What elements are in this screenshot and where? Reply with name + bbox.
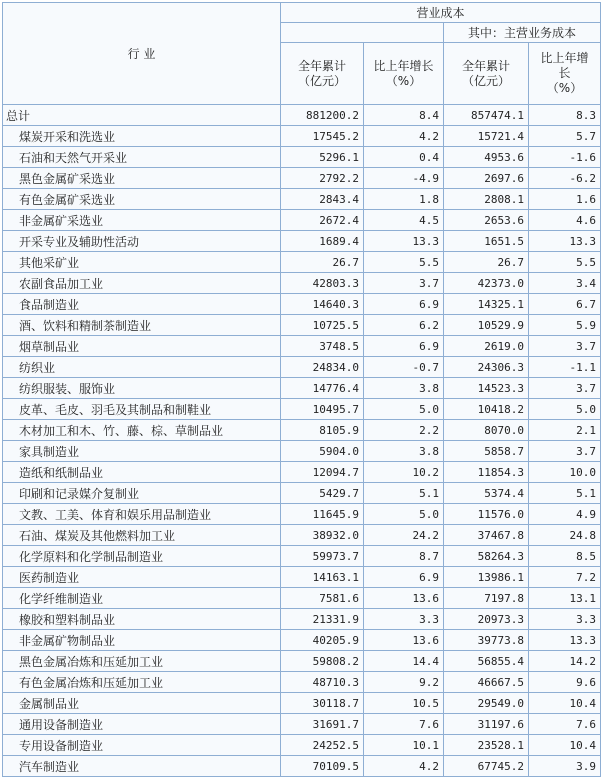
table-row (3, 588, 601, 609)
main-cost-total-cell: 42373.0 (444, 273, 529, 294)
cost-growth-cell: 0.4 (364, 147, 444, 168)
industry-name-cell: 文教、工美、体育和娱乐用品制造业 (3, 504, 281, 525)
header-cost-growth (364, 43, 444, 105)
industry-name-cell: 皮革、毛皮、羽毛及其制品和制鞋业 (3, 399, 281, 420)
cost-total-cell: 24834.0 (281, 357, 364, 378)
cost-growth-cell: -0.7 (364, 357, 444, 378)
main-cost-growth-cell: 3.7 (529, 378, 601, 399)
cost-total-cell: 30118.7 (281, 693, 364, 714)
table-row (3, 693, 601, 714)
main-cost-growth-cell: 4.6 (529, 210, 601, 231)
main-cost-growth-cell: 2.1 (529, 420, 601, 441)
main-cost-growth-cell: 24.8 (529, 525, 601, 546)
cost-total-cell: 70109.5 (281, 756, 364, 777)
main-cost-total-cell: 2619.0 (444, 336, 529, 357)
header-industry: 行 业 (3, 3, 281, 105)
header-operating-cost: 营业成本 (281, 3, 601, 23)
table-header (3, 3, 601, 105)
main-cost-total-cell: 2653.6 (444, 210, 529, 231)
cost-total-cell: 17545.2 (281, 126, 364, 147)
industry-name-cell: 烟草制品业 (3, 336, 281, 357)
cost-growth-cell: 10.2 (364, 462, 444, 483)
main-cost-total-cell: 24306.3 (444, 357, 529, 378)
table-row (3, 336, 601, 357)
industry-name-cell: 食品制造业 (3, 294, 281, 315)
main-cost-growth-cell: 3.9 (529, 756, 601, 777)
table-row (3, 231, 601, 252)
main-cost-growth-cell: -1.1 (529, 357, 601, 378)
main-cost-total-cell: 39773.8 (444, 630, 529, 651)
industry-name-cell: 造纸和纸制品业 (3, 462, 281, 483)
cost-growth-cell: 3.8 (364, 378, 444, 399)
header-main-cost-total (444, 43, 529, 105)
cost-total-cell: 10495.7 (281, 399, 364, 420)
main-cost-total-cell: 8070.0 (444, 420, 529, 441)
main-cost-growth-cell: 5.7 (529, 126, 601, 147)
cost-total-cell: 40205.9 (281, 630, 364, 651)
table-row (3, 147, 601, 168)
main-cost-total-cell: 46667.5 (444, 672, 529, 693)
cost-total-cell: 8105.9 (281, 420, 364, 441)
industry-cost-table (2, 2, 601, 777)
main-cost-growth-cell: 3.4 (529, 273, 601, 294)
main-cost-total-cell: 29549.0 (444, 693, 529, 714)
industry-name-cell: 农副食品加工业 (3, 273, 281, 294)
cost-total-cell: 5429.7 (281, 483, 364, 504)
header-main-cost-total-text: 全年累计 （亿元） (461, 58, 510, 88)
cost-total-cell: 14640.3 (281, 294, 364, 315)
table-row (3, 462, 601, 483)
header-cost-total (281, 43, 364, 105)
main-cost-growth-cell: 3.3 (529, 609, 601, 630)
main-cost-total-cell: 14523.3 (444, 378, 529, 399)
main-cost-total-cell: 37467.8 (444, 525, 529, 546)
cost-growth-cell: 9.2 (364, 672, 444, 693)
table-row (3, 420, 601, 441)
table-row (3, 441, 601, 462)
main-cost-total-cell: 857474.1 (444, 105, 529, 126)
cost-growth-cell: 13.6 (364, 588, 444, 609)
cost-total-cell: 2843.4 (281, 189, 364, 210)
industry-name-cell: 其他采矿业 (3, 252, 281, 273)
table-row (3, 168, 601, 189)
header-main-cost-growth (529, 43, 601, 105)
cost-growth-cell: 4.2 (364, 756, 444, 777)
cost-growth-cell: 8.7 (364, 546, 444, 567)
table-row (3, 273, 601, 294)
table-row (3, 378, 601, 399)
main-cost-total-cell: 4953.6 (444, 147, 529, 168)
cost-growth-cell: 3.7 (364, 273, 444, 294)
cost-growth-cell: 10.5 (364, 693, 444, 714)
table-row (3, 714, 601, 735)
main-cost-growth-cell: 7.6 (529, 714, 601, 735)
main-cost-growth-cell: 5.0 (529, 399, 601, 420)
main-cost-total-cell: 13986.1 (444, 567, 529, 588)
table-row (3, 630, 601, 651)
industry-name-cell: 石油、煤炭及其他燃料加工业 (3, 525, 281, 546)
industry-name-cell: 木材加工和木、竹、藤、棕、草制品业 (3, 420, 281, 441)
cost-growth-cell: 3.3 (364, 609, 444, 630)
cost-total-cell: 42803.3 (281, 273, 364, 294)
main-cost-total-cell: 20973.3 (444, 609, 529, 630)
table-row (3, 609, 601, 630)
main-cost-total-cell: 56855.4 (444, 651, 529, 672)
cost-growth-cell: 5.0 (364, 504, 444, 525)
industry-name-cell: 黑色金属冶炼和压延加工业 (3, 651, 281, 672)
main-cost-growth-cell: 10.0 (529, 462, 601, 483)
industry-name-cell: 通用设备制造业 (3, 714, 281, 735)
cost-total-cell: 14163.1 (281, 567, 364, 588)
cost-total-cell: 21331.9 (281, 609, 364, 630)
industry-name-cell: 家具制造业 (3, 441, 281, 462)
industry-name-cell: 非金属矿物制品业 (3, 630, 281, 651)
table-row (3, 210, 601, 231)
cost-total-cell: 38932.0 (281, 525, 364, 546)
cost-growth-cell: 4.2 (364, 126, 444, 147)
main-cost-total-cell: 2808.1 (444, 189, 529, 210)
main-cost-total-cell: 10418.2 (444, 399, 529, 420)
table-row (3, 399, 601, 420)
industry-name-cell: 印刷和记录媒介复制业 (3, 483, 281, 504)
main-cost-total-cell: 5374.4 (444, 483, 529, 504)
main-cost-total-cell: 31197.6 (444, 714, 529, 735)
main-cost-growth-cell: 13.1 (529, 588, 601, 609)
header-main-business-cost: 其中：主营业务成本 (444, 23, 601, 43)
industry-name-cell: 金属制品业 (3, 693, 281, 714)
main-cost-growth-cell: 7.2 (529, 567, 601, 588)
main-cost-total-cell: 2697.6 (444, 168, 529, 189)
main-cost-growth-cell: 10.4 (529, 735, 601, 756)
cost-total-cell: 5296.1 (281, 147, 364, 168)
cost-total-cell: 10725.5 (281, 315, 364, 336)
cost-total-cell: 3748.5 (281, 336, 364, 357)
industry-name-cell: 纺织业 (3, 357, 281, 378)
cost-growth-cell: 13.6 (364, 630, 444, 651)
main-cost-total-cell: 5858.7 (444, 441, 529, 462)
industry-name-cell: 有色金属矿采选业 (3, 189, 281, 210)
main-cost-growth-cell: 9.6 (529, 672, 601, 693)
main-cost-growth-cell: 8.3 (529, 105, 601, 126)
cost-growth-cell: 13.3 (364, 231, 444, 252)
main-cost-growth-cell: 1.6 (529, 189, 601, 210)
industry-name-cell: 非金属矿采选业 (3, 210, 281, 231)
cost-total-cell: 881200.2 (281, 105, 364, 126)
cost-growth-cell: 1.8 (364, 189, 444, 210)
cost-total-cell: 59808.2 (281, 651, 364, 672)
header-main-cost-growth-text: 比上年增 长 （%） (540, 51, 589, 95)
cost-total-cell: 12094.7 (281, 462, 364, 483)
table-row (3, 315, 601, 336)
main-cost-growth-cell: 10.4 (529, 693, 601, 714)
table-row (3, 735, 601, 756)
table-row (3, 672, 601, 693)
table-row (3, 756, 601, 777)
table-row (3, 546, 601, 567)
cost-growth-cell: 7.6 (364, 714, 444, 735)
main-cost-total-cell: 58264.3 (444, 546, 529, 567)
cost-growth-cell: 3.8 (364, 441, 444, 462)
main-cost-growth-cell: -6.2 (529, 168, 601, 189)
main-cost-growth-cell: 5.1 (529, 483, 601, 504)
header-spacer (281, 23, 444, 43)
main-cost-total-cell: 11854.3 (444, 462, 529, 483)
main-cost-growth-cell: 4.9 (529, 504, 601, 525)
industry-name-cell: 专用设备制造业 (3, 735, 281, 756)
industry-name-cell: 总计 (3, 105, 281, 126)
industry-name-cell: 石油和天然气开采业 (3, 147, 281, 168)
main-cost-growth-cell: 14.2 (529, 651, 601, 672)
table-row (3, 525, 601, 546)
cost-growth-cell: 6.9 (364, 567, 444, 588)
industry-name-cell: 橡胶和塑料制品业 (3, 609, 281, 630)
cost-growth-cell: 8.4 (364, 105, 444, 126)
industry-name-cell: 开采专业及辅助性活动 (3, 231, 281, 252)
table-row (3, 252, 601, 273)
main-cost-growth-cell: 13.3 (529, 231, 601, 252)
table-row (3, 105, 601, 126)
cost-total-cell: 2792.2 (281, 168, 364, 189)
cost-growth-cell: 6.9 (364, 336, 444, 357)
cost-growth-cell: 5.5 (364, 252, 444, 273)
cost-growth-cell: -4.9 (364, 168, 444, 189)
industry-name-cell: 煤炭开采和洗选业 (3, 126, 281, 147)
cost-growth-cell: 4.5 (364, 210, 444, 231)
table-body (3, 105, 601, 777)
main-cost-growth-cell: 8.5 (529, 546, 601, 567)
cost-total-cell: 5904.0 (281, 441, 364, 462)
main-cost-total-cell: 10529.9 (444, 315, 529, 336)
table-row (3, 126, 601, 147)
cost-total-cell: 31691.7 (281, 714, 364, 735)
main-cost-total-cell: 11576.0 (444, 504, 529, 525)
cost-total-cell: 1689.4 (281, 231, 364, 252)
table-row (3, 483, 601, 504)
table-row (3, 567, 601, 588)
main-cost-growth-cell: 5.5 (529, 252, 601, 273)
header-cost-total-text: 全年累计 （亿元） (297, 58, 346, 88)
cost-growth-cell: 5.0 (364, 399, 444, 420)
industry-name-cell: 酒、饮料和精制茶制造业 (3, 315, 281, 336)
main-cost-total-cell: 15721.4 (444, 126, 529, 147)
cost-growth-cell: 24.2 (364, 525, 444, 546)
table-row (3, 504, 601, 525)
main-cost-growth-cell: 3.7 (529, 441, 601, 462)
cost-total-cell: 7581.6 (281, 588, 364, 609)
cost-total-cell: 14776.4 (281, 378, 364, 399)
cost-growth-cell: 6.9 (364, 294, 444, 315)
table-row (3, 357, 601, 378)
industry-name-cell: 黑色金属矿采选业 (3, 168, 281, 189)
cost-growth-cell: 14.4 (364, 651, 444, 672)
main-cost-total-cell: 7197.8 (444, 588, 529, 609)
cost-total-cell: 24252.5 (281, 735, 364, 756)
main-cost-total-cell: 67745.2 (444, 756, 529, 777)
cost-total-cell: 26.7 (281, 252, 364, 273)
cost-growth-cell: 5.1 (364, 483, 444, 504)
industry-name-cell: 化学原料和化学制品制造业 (3, 546, 281, 567)
main-cost-total-cell: 1651.5 (444, 231, 529, 252)
cost-growth-cell: 10.1 (364, 735, 444, 756)
main-cost-growth-cell: 13.3 (529, 630, 601, 651)
main-cost-growth-cell: -1.6 (529, 147, 601, 168)
industry-name-cell: 医药制造业 (3, 567, 281, 588)
main-cost-growth-cell: 3.7 (529, 336, 601, 357)
table-row (3, 651, 601, 672)
industry-name-cell: 纺织服装、服饰业 (3, 378, 281, 399)
main-cost-total-cell: 14325.1 (444, 294, 529, 315)
industry-name-cell: 化学纤维制造业 (3, 588, 281, 609)
main-cost-total-cell: 23528.1 (444, 735, 529, 756)
cost-total-cell: 48710.3 (281, 672, 364, 693)
cost-growth-cell: 6.2 (364, 315, 444, 336)
main-cost-total-cell: 26.7 (444, 252, 529, 273)
cost-total-cell: 59973.7 (281, 546, 364, 567)
cost-growth-cell: 2.2 (364, 420, 444, 441)
industry-name-cell: 汽车制造业 (3, 756, 281, 777)
table-row (3, 294, 601, 315)
table-row (3, 189, 601, 210)
main-cost-growth-cell: 6.7 (529, 294, 601, 315)
header-cost-growth-text: 比上年增长 （%） (373, 58, 434, 88)
cost-total-cell: 2672.4 (281, 210, 364, 231)
main-cost-growth-cell: 5.9 (529, 315, 601, 336)
cost-total-cell: 11645.9 (281, 504, 364, 525)
industry-name-cell: 有色金属冶炼和压延加工业 (3, 672, 281, 693)
